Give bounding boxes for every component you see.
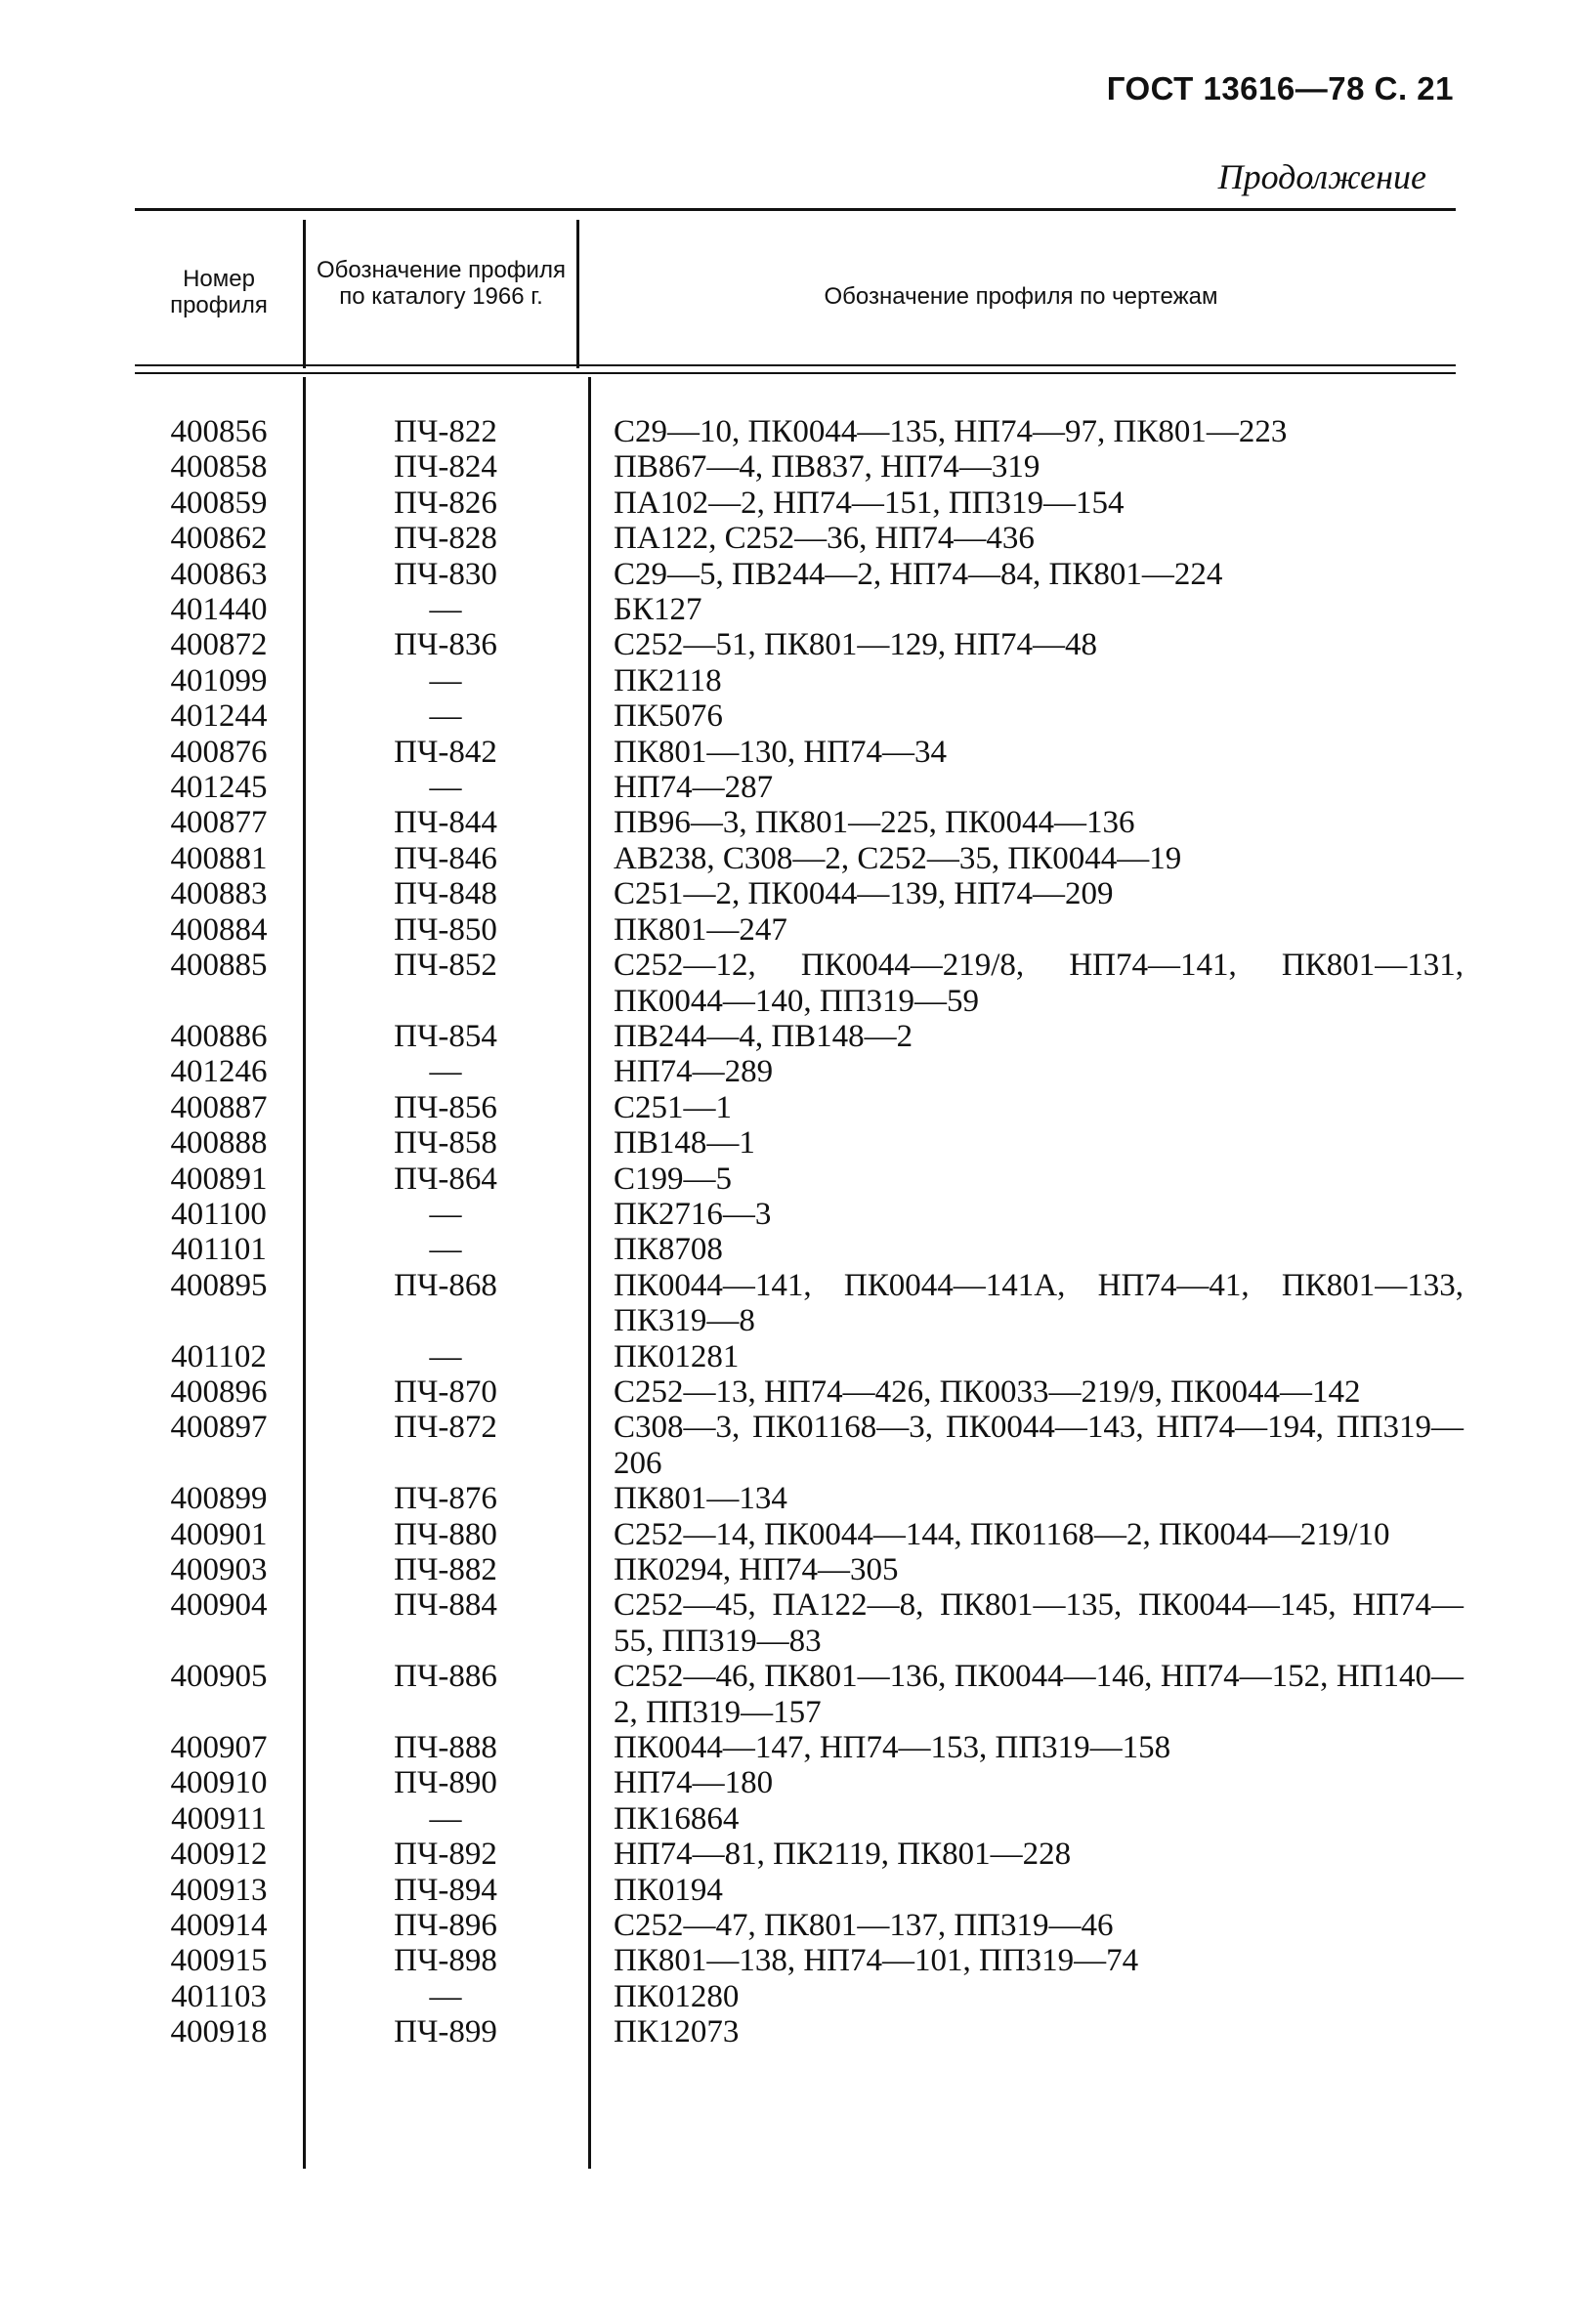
- table-row: [135, 1659, 1464, 1730]
- drawing-designation-cell: БК127: [614, 592, 702, 628]
- catalog-designation-cell: ПЧ-886: [394, 1659, 497, 1695]
- drawing-designation-cell: ПК0294, НП74—305: [614, 1552, 899, 1587]
- catalog-designation-cell: ПЧ-852: [394, 948, 497, 984]
- profile-number-cell: 401103: [171, 1978, 267, 2014]
- catalog-designation-cell: —: [429, 1232, 462, 1268]
- table-row: [135, 1587, 1464, 1659]
- catalog-designation-cell: ПЧ-899: [394, 2014, 497, 2050]
- profile-number-cell: 400885: [170, 948, 268, 984]
- catalog-designation-cell: ПЧ-864: [394, 1161, 497, 1197]
- profile-number-cell: 400877: [170, 805, 268, 841]
- drawing-designation-cell: ПК5076: [614, 698, 723, 735]
- table-row: [135, 592, 1464, 627]
- drawing-designation-cell: ПК0194: [614, 1872, 723, 1908]
- catalog-designation-cell: —: [429, 592, 462, 628]
- catalog-designation-cell: ПЧ-854: [394, 1018, 497, 1054]
- profile-number-cell: 400863: [170, 556, 268, 592]
- drawing-designation-cell: ПК0044—147, НП74—153, ПП319—158: [614, 1730, 1171, 1766]
- drawing-designation-cell: ПК01280: [614, 1978, 740, 2014]
- profile-number-cell: 400891: [170, 1161, 268, 1197]
- drawing-designation-cell: АВ238, С308—2, С252—35, ПК0044—19: [614, 840, 1182, 876]
- profile-number-cell: 400872: [170, 627, 268, 663]
- catalog-designation-cell: ПЧ-836: [394, 627, 497, 663]
- drawing-designation-cell: ПК801—138, НП74—101, ПП319—74: [614, 1943, 1139, 1979]
- drawing-designation-cell: С252—51, ПК801—129, НП74—48: [614, 627, 1098, 663]
- catalog-designation-cell: —: [429, 1338, 462, 1374]
- profile-number-cell: 401440: [170, 592, 268, 628]
- table-row: [135, 1730, 1464, 1765]
- catalog-designation-cell: ПЧ-846: [394, 840, 497, 876]
- table-row: [135, 1090, 1464, 1125]
- table-top-rule: [135, 208, 1456, 211]
- drawing-designation-cell: С252—46, ПК801—136, ПК0044—146, НП74—152, НП140—2, ПП319—157: [614, 1659, 1464, 1730]
- catalog-designation-cell: ПЧ-826: [394, 485, 497, 521]
- profile-number-cell: 400884: [170, 911, 268, 948]
- drawing-designation-cell: С252—13, НП74—426, ПК0033—219/9, ПК0044—142: [614, 1373, 1361, 1410]
- table-row: [135, 1552, 1464, 1587]
- drawing-designation-cell: НП74—289: [614, 1054, 774, 1090]
- drawing-designation-cell: НП74—287: [614, 770, 774, 806]
- column-header-catalog-designation: Обозначение профиля по каталогу 1966 г.: [317, 257, 566, 310]
- drawing-designation-cell: ПВ148—1: [614, 1125, 755, 1162]
- catalog-designation-cell: ПЧ-822: [394, 414, 497, 449]
- profile-number-cell: 400888: [170, 1125, 268, 1162]
- catalog-designation-cell: ПЧ-868: [394, 1267, 497, 1303]
- drawing-designation-cell: ПК12073: [614, 2014, 740, 2050]
- profile-number-cell: 400856: [170, 414, 268, 449]
- profile-number-cell: 401101: [171, 1232, 267, 1268]
- drawing-designation-cell: С199—5: [614, 1161, 733, 1197]
- catalog-designation-cell: ПЧ-870: [394, 1373, 497, 1410]
- profile-number-cell: 400899: [170, 1481, 268, 1517]
- table-row: [135, 1801, 1464, 1837]
- table-row: [135, 1765, 1464, 1800]
- catalog-designation-cell: ПЧ-880: [394, 1516, 497, 1552]
- catalog-designation-cell: ПЧ-850: [394, 911, 497, 948]
- profile-number-cell: 400905: [170, 1659, 268, 1695]
- profile-number-cell: 400907: [170, 1730, 268, 1766]
- catalog-designation-cell: ПЧ-890: [394, 1765, 497, 1801]
- drawing-designation-cell: ПК801—130, НП74—34: [614, 734, 948, 770]
- profile-number-cell: 400915: [170, 1943, 268, 1979]
- drawing-designation-cell: С252—47, ПК801—137, ПП319—46: [614, 1908, 1114, 1944]
- profile-number-cell: 400876: [170, 734, 268, 770]
- profile-number-cell: 400886: [170, 1018, 268, 1054]
- profile-number-cell: 400914: [170, 1908, 268, 1944]
- table-row: [135, 1232, 1464, 1267]
- catalog-designation-cell: —: [429, 1978, 462, 2014]
- table-row: [135, 1054, 1464, 1089]
- profile-number-cell: 400897: [170, 1410, 268, 1446]
- catalog-designation-cell: —: [429, 662, 462, 698]
- table-row: [135, 770, 1464, 805]
- table-row: [135, 1837, 1464, 1872]
- table-row: [135, 1979, 1464, 2014]
- catalog-designation-cell: —: [429, 698, 462, 735]
- drawing-designation-cell: С29—5, ПВ244—2, НП74—84, ПК801—224: [614, 556, 1223, 592]
- table-row: [135, 1019, 1464, 1054]
- table-row: [135, 1943, 1464, 1978]
- profile-number-cell: 401244: [170, 698, 268, 735]
- catalog-designation-cell: ПЧ-856: [394, 1089, 497, 1125]
- table-header-rule-double: [135, 372, 1456, 374]
- catalog-designation-cell: ПЧ-830: [394, 556, 497, 592]
- drawing-designation-cell: ПК2118: [614, 662, 722, 698]
- drawing-designation-cell: ПК801—134: [614, 1481, 787, 1517]
- profile-number-cell: 400859: [170, 485, 268, 521]
- table-row: [135, 1125, 1464, 1161]
- profile-number-cell: 400858: [170, 449, 268, 486]
- table-row: [135, 449, 1464, 485]
- catalog-designation-cell: ПЧ-896: [394, 1908, 497, 1944]
- profile-number-cell: 400903: [170, 1552, 268, 1587]
- catalog-designation-cell: ПЧ-876: [394, 1481, 497, 1517]
- table-row: [135, 1908, 1464, 1943]
- drawing-designation-cell: ПК2716—3: [614, 1196, 772, 1232]
- drawing-designation-cell: ПК8708: [614, 1232, 723, 1268]
- profile-number-cell: 401102: [171, 1338, 267, 1374]
- drawing-designation-cell: ПК16864: [614, 1800, 740, 1837]
- table-body: [135, 414, 1464, 2050]
- table-row: [135, 627, 1464, 662]
- catalog-designation-cell: ПЧ-842: [394, 734, 497, 770]
- catalog-designation-cell: —: [429, 1800, 462, 1837]
- drawing-designation-cell: ПВ867—4, ПВ837, НП74—319: [614, 449, 1040, 486]
- table-row: [135, 948, 1464, 1019]
- catalog-designation-cell: ПЧ-882: [394, 1552, 497, 1587]
- table-row: [135, 1339, 1464, 1374]
- drawing-designation-cell: ПВ244—4, ПВ148—2: [614, 1018, 913, 1054]
- drawing-designation-cell: С251—2, ПК0044—139, НП74—209: [614, 876, 1114, 912]
- drawing-designation-cell: С252—12, ПК0044—219/8, НП74—141, ПК801—131, ПК0044—140, ПП319—59: [614, 948, 1464, 1019]
- table-row: [135, 805, 1464, 840]
- profile-number-cell: 400881: [170, 840, 268, 876]
- table-row: [135, 486, 1464, 521]
- table-row: [135, 1197, 1464, 1232]
- profile-number-cell: 400913: [170, 1872, 268, 1908]
- drawing-designation-cell: ПА122, С252—36, НП74—436: [614, 521, 1035, 557]
- column-header-profile-number: Номер профиля: [170, 266, 268, 318]
- catalog-designation-cell: ПЧ-848: [394, 876, 497, 912]
- profile-number-cell: 400895: [170, 1267, 268, 1303]
- drawing-designation-cell: С251—1: [614, 1089, 733, 1125]
- drawing-designation-cell: ПА102—2, НП74—151, ПП319—154: [614, 485, 1125, 521]
- profile-number-cell: 401246: [170, 1054, 268, 1090]
- table-row: [135, 1374, 1464, 1410]
- profile-number-cell: 401100: [171, 1196, 267, 1232]
- drawing-designation-cell: С29—10, ПК0044—135, НП74—97, ПК801—223: [614, 414, 1288, 449]
- drawing-designation-cell: ПК01281: [614, 1338, 740, 1374]
- profile-number-cell: 400911: [171, 1800, 267, 1837]
- table-header-rule: [135, 364, 1456, 366]
- drawing-designation-cell: С252—14, ПК0044—144, ПК01168—2, ПК0044—219/10: [614, 1516, 1390, 1552]
- table-row: [135, 2014, 1464, 2049]
- profile-number-cell: 400912: [170, 1837, 268, 1873]
- table-row: [135, 663, 1464, 698]
- catalog-designation-cell: —: [429, 770, 462, 806]
- profile-number-cell: 400918: [170, 2014, 268, 2050]
- catalog-designation-cell: ПЧ-884: [394, 1587, 497, 1624]
- catalog-designation-cell: ПЧ-828: [394, 521, 497, 557]
- catalog-designation-cell: ПЧ-844: [394, 805, 497, 841]
- profile-number-cell: 400896: [170, 1373, 268, 1410]
- profile-number-cell: 400883: [170, 876, 268, 912]
- table-row: [135, 735, 1464, 770]
- catalog-designation-cell: ПЧ-892: [394, 1837, 497, 1873]
- drawing-designation-cell: ПВ96—3, ПК801—225, ПК0044—136: [614, 805, 1135, 841]
- table-row: [135, 557, 1464, 592]
- profile-number-cell: 401099: [170, 662, 268, 698]
- catalog-designation-cell: ПЧ-898: [394, 1943, 497, 1979]
- drawing-designation-cell: ПК801—247: [614, 911, 787, 948]
- catalog-designation-cell: ПЧ-888: [394, 1730, 497, 1766]
- table-row: [135, 1268, 1464, 1339]
- profile-number-cell: 400910: [170, 1765, 268, 1801]
- table-row: [135, 1410, 1464, 1481]
- profile-number-cell: 401245: [170, 770, 268, 806]
- table-row: [135, 1481, 1464, 1516]
- continuation-label: Продолжение: [1217, 157, 1426, 196]
- table-row: [135, 414, 1464, 449]
- catalog-designation-cell: ПЧ-872: [394, 1410, 497, 1446]
- table-row: [135, 876, 1464, 911]
- drawing-designation-cell: С308—3, ПК01168—3, ПК0044—143, НП74—194, ПП319—206: [614, 1410, 1464, 1481]
- table-row: [135, 841, 1464, 876]
- column-header-drawing-designation: Обозначение профиля по чертежам: [824, 283, 1218, 310]
- table-row: [135, 1517, 1464, 1552]
- drawing-designation-cell: ПК0044—141, ПК0044—141А, НП74—41, ПК801—133, ПК319—8: [614, 1267, 1464, 1339]
- catalog-designation-cell: —: [429, 1196, 462, 1232]
- page-header: ГОСТ 13616—78 С. 21: [1106, 70, 1454, 106]
- table-row: [135, 1873, 1464, 1908]
- table-row: [135, 912, 1464, 948]
- catalog-designation-cell: —: [429, 1054, 462, 1090]
- drawing-designation-cell: С252—45, ПА122—8, ПК801—135, ПК0044—145, НП74—55, ПП319—83: [614, 1587, 1464, 1659]
- catalog-designation-cell: ПЧ-824: [394, 449, 497, 486]
- catalog-designation-cell: ПЧ-894: [394, 1872, 497, 1908]
- table-row: [135, 1162, 1464, 1197]
- drawing-designation-cell: НП74—180: [614, 1765, 774, 1801]
- catalog-designation-cell: ПЧ-858: [394, 1125, 497, 1162]
- table-row: [135, 521, 1464, 556]
- profile-number-cell: 400901: [170, 1516, 268, 1552]
- table-row: [135, 698, 1464, 734]
- profile-number-cell: 400862: [170, 521, 268, 557]
- profile-number-cell: 400887: [170, 1089, 268, 1125]
- column-divider-header-2: [576, 220, 579, 368]
- drawing-designation-cell: НП74—81, ПК2119, ПК801—228: [614, 1837, 1072, 1873]
- profile-number-cell: 400904: [170, 1587, 268, 1624]
